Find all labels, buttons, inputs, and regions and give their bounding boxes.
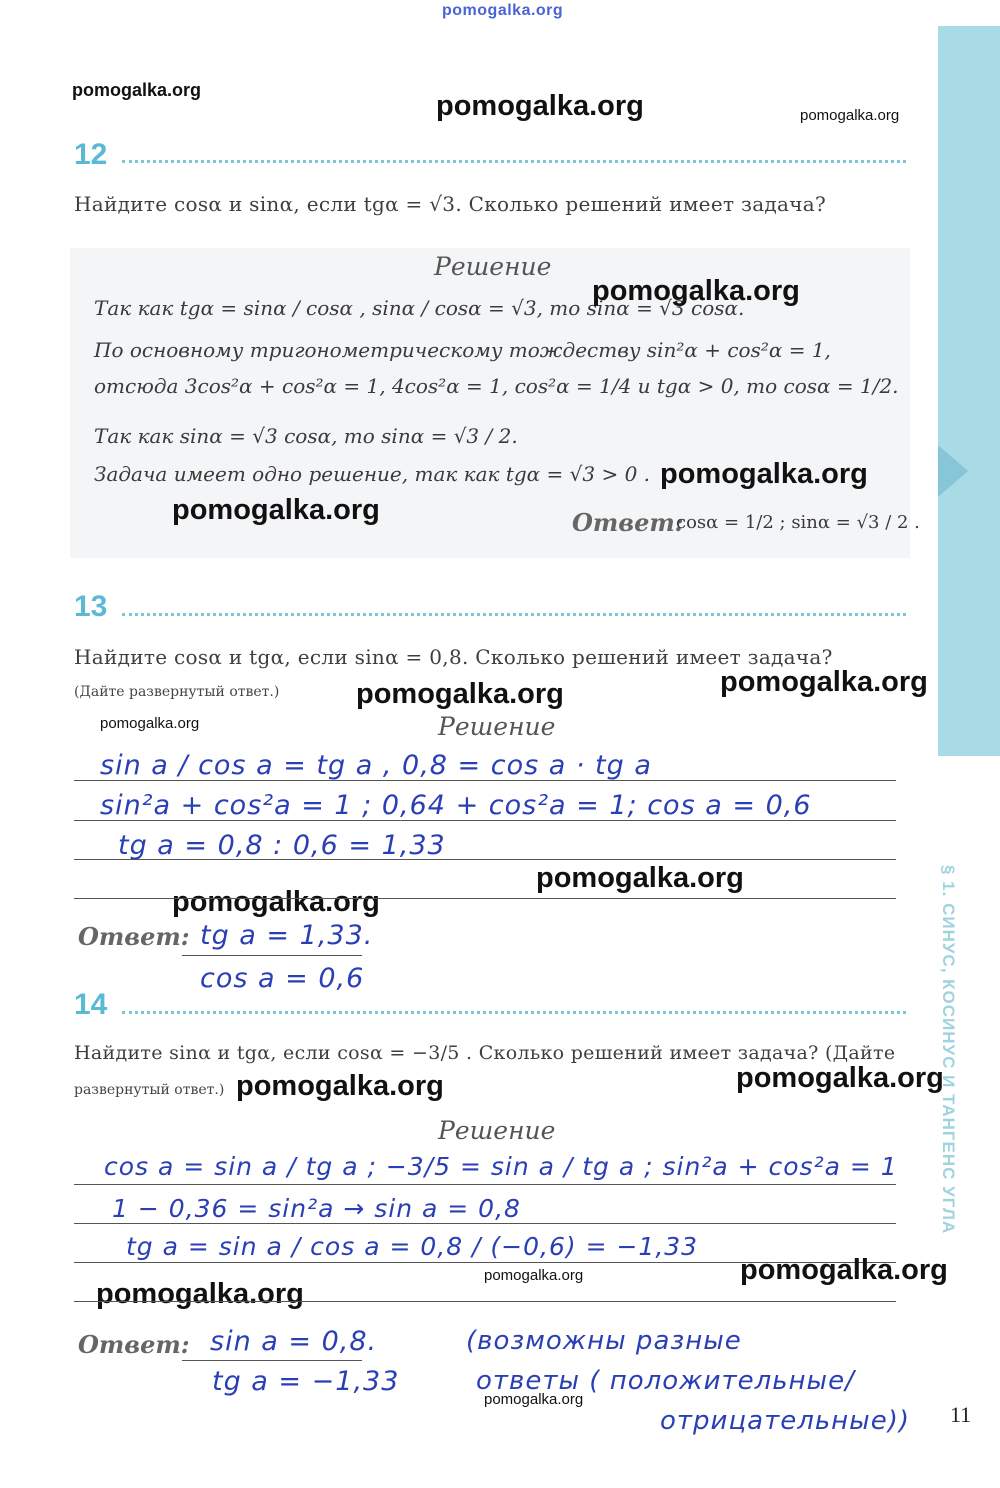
task-number: 12 [74, 138, 108, 171]
task-question: Найдите cosα и sinα, если tgα = √3. Сколько решений имеет задача? [74, 192, 827, 216]
task-divider [122, 160, 906, 163]
answer-label: Ответ: [78, 922, 190, 951]
watermark: pomogalka.org [536, 862, 744, 894]
watermark: pomogalka.org [592, 275, 800, 307]
task-question: Найдите sinα и tgα, если cosα = −3/5 . Сколько решений имеет задача? (Дайте [74, 1042, 896, 1064]
watermark: pomogalka.org [660, 458, 868, 490]
watermark: pomogalka.org [172, 494, 380, 526]
solution-line: По основному тригонометрическому тождеству sin²α + cos²α = 1, [94, 338, 831, 362]
solution-line: Задача имеет одно решение, так как tgα = √3 > 0 . [94, 462, 651, 486]
task-question: Найдите cosα и tgα, если sinα = 0,8. Сколько решений имеет задача? [74, 645, 833, 669]
watermark: pomogalka.org [800, 107, 900, 124]
answer-underline [182, 1360, 362, 1361]
handwritten-answer: tg a = −1,33 [212, 1366, 400, 1397]
watermark: pomogalka.org [436, 90, 644, 122]
handwritten-answer: sin a = 0,8. [210, 1326, 378, 1357]
answer-label: Ответ: [572, 508, 684, 537]
answer-rule [74, 1301, 896, 1302]
answer-rule [74, 1184, 896, 1185]
handwritten-line: sin²a + cos²a = 1 ; 0,64 + cos²a = 1; cos a = 0,6 [100, 790, 812, 821]
task-divider [122, 613, 906, 616]
task-number: 13 [74, 590, 108, 623]
handwritten-line: 1 − 0,36 = sin²a → sin a = 0,8 [112, 1194, 521, 1223]
chapter-title: § 1. СИНУС, КОСИНУС И ТАНГЕНС УГЛА [939, 865, 958, 1235]
handwritten-answer: tg a = 1,33. [200, 920, 374, 951]
task-note: (Дайте развернутый ответ.) [74, 684, 280, 700]
watermark: pomogalka.org [356, 678, 564, 710]
watermark: pomogalka.org [100, 715, 200, 732]
watermark: pomogalka.org [172, 886, 380, 918]
watermark: pomogalka.org [720, 666, 928, 698]
watermark: pomogalka.org [96, 1278, 304, 1310]
task-number: 14 [74, 988, 108, 1021]
page-number: 11 [950, 1402, 972, 1427]
solution-heading: Решение [438, 712, 556, 741]
solution-line: Так как sinα = √3 cosα, то sinα = √3 / 2. [94, 424, 518, 448]
solution-line: Так как tgα = sinα / cosα , sinα / cosα = √3, то sinα = √3 cosα. [94, 296, 745, 320]
handwritten-note: ответы ( положительные/ [476, 1366, 855, 1396]
solution-line: отсюда 3cos²α + cos²α = 1, 4cos²α = 1, cos²α = 1/4 и tgα > 0, то cosα = 1/2. [94, 374, 899, 398]
solution-heading: Решение [438, 1116, 556, 1145]
answer-label: Ответ: [78, 1330, 190, 1359]
watermark: pomogalka.org [740, 1254, 948, 1286]
watermark: pomogalka.org [736, 1062, 944, 1094]
handwritten-line: tg a = 0,8 : 0,6 = 1,33 [118, 830, 446, 861]
handwritten-note: отрицательные)) [660, 1406, 910, 1436]
solution-heading: Решение [434, 252, 552, 281]
answer-value: cosα = 1/2 ; sinα = √3 / 2 . [676, 512, 920, 533]
watermark: pomogalka.org [484, 1391, 584, 1408]
handwritten-answer: cos a = 0,6 [200, 963, 365, 994]
watermark: pomogalka.org [484, 1267, 584, 1284]
watermark: pomogalka.org [236, 1070, 444, 1102]
watermark-top: pomogalka.org [442, 2, 564, 19]
task-divider [122, 1011, 906, 1014]
answer-rule [74, 898, 896, 899]
handwritten-line: tg a = sin a / cos a = 0,8 / (−0,6) = −1,33 [126, 1232, 699, 1261]
handwritten-line: sin a / cos a = tg a , 0,8 = cos a · tg a [100, 750, 652, 781]
sidebar-band [938, 26, 1000, 756]
handwritten-line: cos a = sin a / tg a ; −3/5 = sin a / tg a ; sin²a + cos²a = 1 [104, 1152, 898, 1181]
task-note: развернутый ответ.) [74, 1082, 225, 1098]
handwritten-note: (возможны разные [466, 1326, 742, 1356]
answer-underline [182, 955, 362, 956]
watermark: pomogalka.org [72, 80, 202, 100]
answer-rule [74, 1223, 896, 1224]
